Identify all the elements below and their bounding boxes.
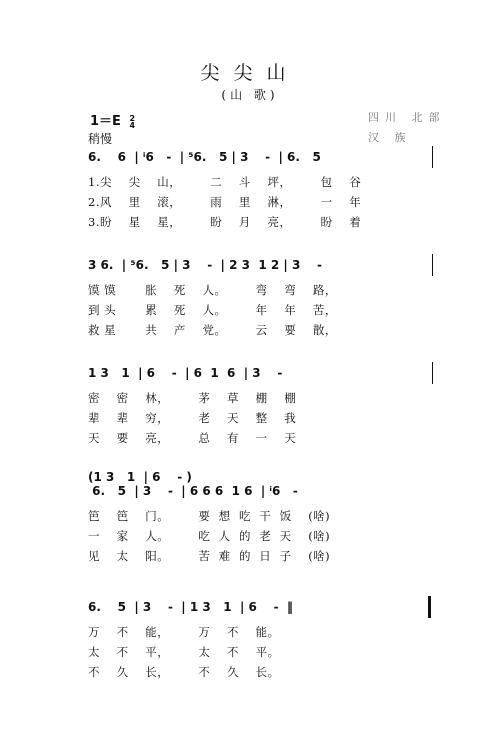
- song-title: 尖尖山: [200, 62, 300, 84]
- final-barline: [428, 596, 431, 618]
- lyric-verse-2: 2.风 里 滚， 雨 里 淋， 一 年: [88, 195, 362, 209]
- song-subtitle: (山 歌): [221, 88, 279, 102]
- lyric-verse-3: 不 久 长， 不 久 长。: [88, 665, 280, 679]
- score-system-3: [88, 366, 438, 446]
- origin-region: 四川 北部: [368, 111, 446, 124]
- notation-line: 6. 5 | 3 - | 1 3 1 | 6 - ‖: [88, 600, 293, 614]
- time-signature: [129, 115, 135, 129]
- song-origin: [368, 108, 446, 148]
- lyric-verse-3: 救 星 共 产 党。 云 要 散，: [88, 323, 337, 337]
- key-label: 1＝E: [90, 114, 121, 129]
- lyric-verse-3: 3.盼 星 星， 盼 月 亮， 盼 着: [88, 215, 362, 229]
- lyric-verse-1: 密 密 林， 茅 草 棚 棚: [88, 391, 297, 405]
- lyric-verse-2: 辈 辈 穷， 老 天 整 我: [88, 411, 297, 425]
- key-signature: [90, 110, 135, 129]
- lyric-verse-3: 天 要 亮， 总 有 一 天: [88, 431, 297, 445]
- lyric-verse-1: 万 不 能， 万 不 能。: [88, 625, 280, 639]
- lyric-verse-1: 1.尖 尖 山， 二 斗 坪， 包 谷: [88, 175, 362, 189]
- lyric-verse-2: 一 家 人。 吃 人 的 老 天 (啥): [88, 529, 331, 543]
- tempo-marking: 稍慢: [88, 132, 113, 146]
- notation-line: 6. 6 | ⁱ6 - | ⁵6. 5 | 3 - | 6. 5: [88, 150, 321, 164]
- barline: [432, 254, 433, 276]
- barline: [432, 146, 433, 168]
- notation-line: (1 3 1 | 6 - ) 6. 5 | 3 - | 6 6 6 1 6 | ⁱ6 -: [88, 470, 298, 498]
- lyric-verse-1: 馍 馍 胀 死 人。 弯 弯 路，: [88, 283, 337, 297]
- time-signature-top: 2: [129, 113, 136, 123]
- notation-line: 3 6. | ⁵6. 5 | 3 - | 2 3 1 2 | 3 -: [88, 258, 322, 272]
- lyric-verse-2: 到 头 累 死 人。 年 年 苦，: [88, 303, 337, 317]
- notation-line: 1 3 1 | 6 - | 6 1 6 | 3 -: [88, 366, 283, 380]
- time-signature-bottom: 4: [129, 120, 136, 130]
- score-system-5: [88, 600, 438, 680]
- score-system-2: [88, 258, 438, 338]
- origin-ethnicity: 汉 族: [368, 131, 412, 144]
- score-system-4: [88, 470, 438, 564]
- lyric-verse-3: 见 太 阳。 苦 难 的 日 子 (啥): [88, 549, 331, 563]
- lyric-verse-2: 太 不 平， 太 不 平。: [88, 645, 280, 659]
- lyric-verse-1: 笆 笆 门。 要 想 吃 干 饭 (啥): [88, 509, 331, 523]
- barline: [432, 362, 433, 384]
- score-system-1: [88, 150, 438, 230]
